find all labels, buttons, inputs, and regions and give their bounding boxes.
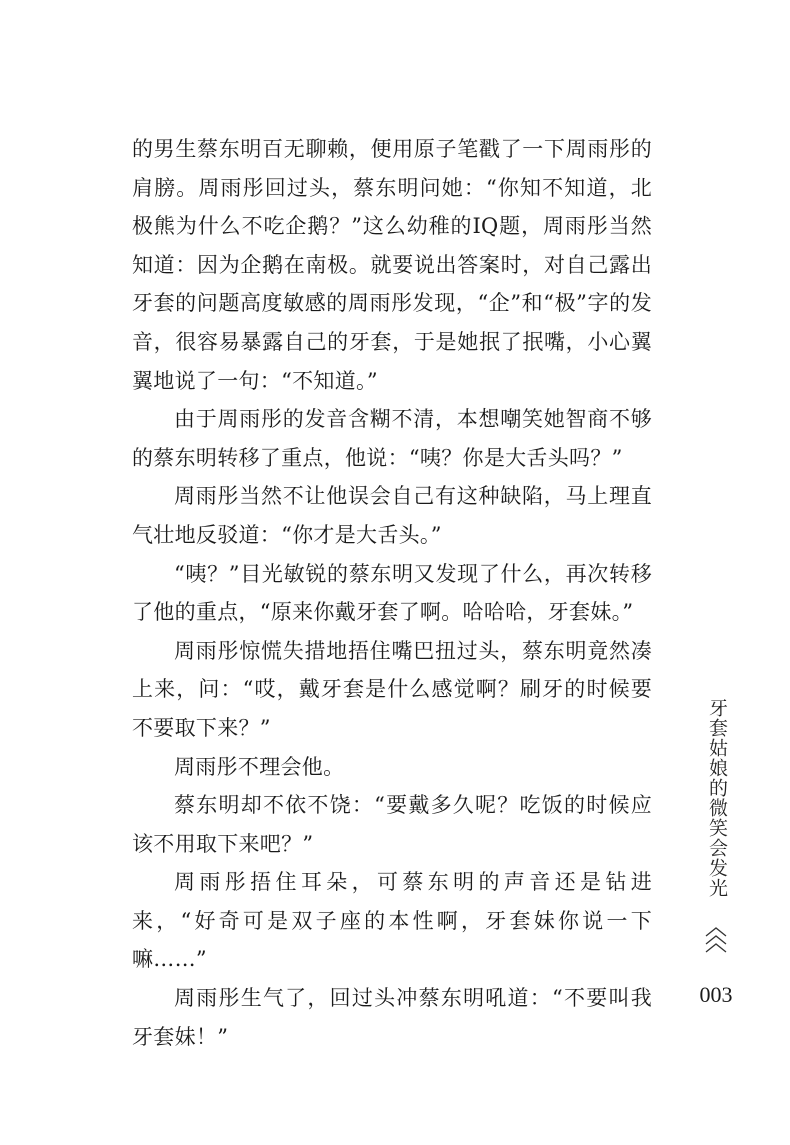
book-title-vertical: 牙套姑娘的微笑会发光 xyxy=(706,698,728,898)
body-text xyxy=(132,130,652,1056)
triple-chevron-up-icon xyxy=(703,925,729,957)
paragraph-6: 周雨彤不理会他。 xyxy=(174,754,345,779)
page-number: 003 xyxy=(699,982,733,1007)
paragraph-9: 周雨彤生气了，回过头冲蔡东明吼道：“不要叫我牙套妹！” xyxy=(132,986,652,1049)
paragraph-5: 周雨彤惊慌失措地捂住嘴巴扭过头，蔡东明竟然凑上来，问：“哎，戴牙套是什么感觉啊？刷牙的时候要不要取下来？” xyxy=(132,638,652,740)
paragraph-7: 蔡东明却不依不饶：“要戴多久呢？吃饭的时候应该不用取下来吧？” xyxy=(132,793,652,856)
paragraph-3: 周雨彤当然不让他误会自己有这种缺陷，马上理直气壮地反驳道：“你才是大舌头。” xyxy=(132,484,652,547)
paragraph-4: “咦？”目光敏锐的蔡东明又发现了什么，再次转移了他的重点，“原来你戴牙套了啊。哈哈哈，牙套妹。” xyxy=(132,561,652,625)
paragraph-1: 的男生蔡东明百无聊赖，便用原子笔戳了一下周雨彤的肩膀。周雨彤回过头，蔡东明问她：“你知不知道，北极熊为什么不吃企鹅？”这么幼稚的IQ题，周雨彤当然知道：因为企鹅在南极。就要说出答案时，对自己露出牙套的问题高度敏感的周雨彤发现，“企”和“极”字的发音，很容易暴露自己的牙套，于是她抿了抿嘴，小心翼翼地说了一句：“不知道。” xyxy=(132,137,652,393)
paragraph-8: 周雨彤捂住耳朵，可蔡东明的声音还是钻进来，“好奇可是双子座的本性啊，牙套妹你说一下嘛……” xyxy=(132,870,652,972)
paragraph-2: 由于周雨彤的发音含糊不清，本想嘲笑她智商不够的蔡东明转移了重点，他说：“咦？你是大舌头吗？” xyxy=(132,407,652,470)
